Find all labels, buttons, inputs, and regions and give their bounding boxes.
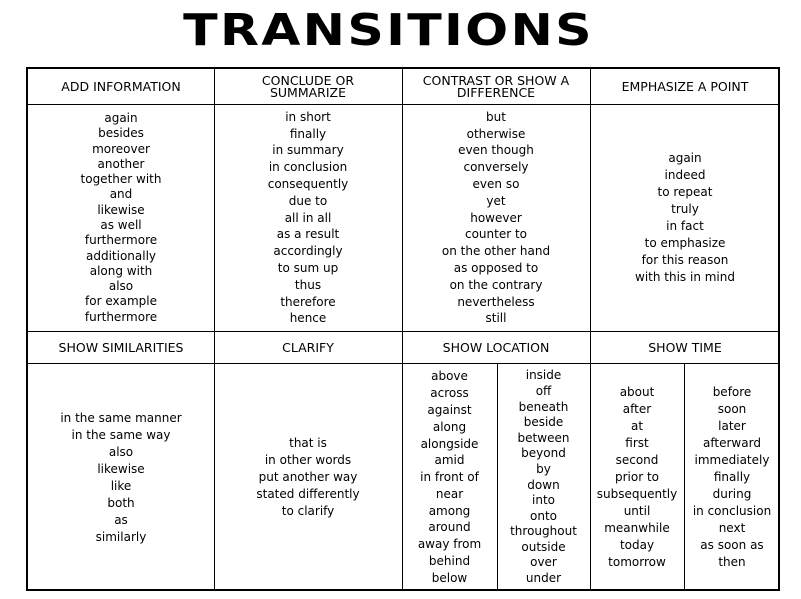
list-item: under <box>525 571 562 586</box>
list-item: however <box>470 210 522 225</box>
list-item: later <box>718 419 746 433</box>
list-item: then <box>718 555 746 569</box>
list-item: another <box>97 156 145 171</box>
list-item: together with <box>80 172 162 187</box>
list-item: stated differently <box>256 487 360 501</box>
list-item: as soon as <box>700 538 764 552</box>
list-item: down <box>527 477 560 492</box>
list-item: for example <box>85 294 157 309</box>
list-item: as opposed to <box>453 260 539 275</box>
list-item: subsequently <box>596 487 678 501</box>
list-item: at <box>630 419 644 433</box>
time-list-right <box>684 364 780 591</box>
list-item: moreover <box>92 141 150 156</box>
list-item: until <box>623 504 651 518</box>
location-list-left <box>402 364 497 591</box>
list-item: as <box>114 512 128 527</box>
list-item: beside <box>523 415 564 430</box>
list-item: behind <box>428 554 471 569</box>
list-item: off <box>535 383 552 398</box>
list-item: in conclusion <box>692 504 772 518</box>
list-item: between <box>517 430 570 445</box>
list-item: finally <box>713 470 751 484</box>
list-item: like <box>110 478 132 493</box>
list-item: to sum up <box>277 260 339 275</box>
list-item: indeed <box>664 168 706 182</box>
list-item: after <box>622 402 652 416</box>
list-item: tomorrow <box>608 555 666 569</box>
list-item: over <box>530 555 557 570</box>
list-item: furthermore <box>84 309 158 324</box>
list-item: into <box>532 493 555 508</box>
list-item: to emphasize <box>644 236 726 250</box>
list-item: still <box>485 311 507 326</box>
list-item: today <box>619 538 655 552</box>
list-item: both <box>107 495 135 510</box>
list-item: likewise <box>97 202 145 217</box>
list-item: away from <box>417 537 482 552</box>
list-item: first <box>625 436 649 450</box>
list-item: above <box>431 369 468 384</box>
location-list-right <box>497 364 590 591</box>
list-item: beyond <box>521 446 566 461</box>
list-item: in the same manner <box>60 410 182 425</box>
header-clarify: CLARIFY <box>282 339 334 355</box>
list-item: next <box>718 521 746 535</box>
list-item: beneath <box>518 399 569 414</box>
list-item: additionally <box>85 248 157 263</box>
list-item: similarly <box>95 529 147 544</box>
list-item: put another way <box>258 470 358 484</box>
list-item: also <box>108 444 134 459</box>
list-item: finally <box>289 126 327 141</box>
list-item: even so <box>472 177 520 191</box>
list-item: in summary <box>272 143 344 158</box>
list-item: about <box>619 385 655 399</box>
list-item: below <box>431 570 468 585</box>
contrast-list <box>402 105 590 331</box>
list-item: soon <box>717 402 747 416</box>
list-item: among <box>428 503 471 518</box>
list-item: in other words <box>264 453 352 467</box>
list-item: afterward <box>703 436 761 450</box>
list-item: along <box>432 419 467 434</box>
list-item: prior to <box>614 470 660 484</box>
list-item: second <box>615 453 659 467</box>
list-item: on the other hand <box>441 244 551 259</box>
list-item: also <box>108 279 134 294</box>
list-item: for this reason <box>641 253 729 267</box>
add-information-list <box>28 105 214 331</box>
list-item: likewise <box>97 461 145 476</box>
list-item: even though <box>458 143 534 158</box>
list-item: with this in mind <box>635 270 735 284</box>
list-item: on the contrary <box>449 277 543 292</box>
list-item: inside <box>525 368 562 383</box>
list-item: throughout <box>510 524 577 539</box>
list-item: in the same way <box>71 427 171 442</box>
list-item: counter to <box>464 227 528 242</box>
list-item: nevertheless <box>457 294 535 309</box>
list-item: to clarify <box>281 504 335 518</box>
list-item: during <box>712 487 752 501</box>
header-add-information: ADD INFORMATION <box>61 78 181 94</box>
list-item: outside <box>521 539 566 554</box>
list-item: immediately <box>694 453 770 467</box>
list-item: yet <box>486 193 506 208</box>
list-item: again <box>104 110 138 125</box>
list-item: across <box>430 386 469 401</box>
emphasize-list <box>590 105 780 331</box>
list-item: furthermore <box>84 233 158 248</box>
list-item: accordingly <box>273 244 343 259</box>
transitions-table <box>26 67 780 591</box>
list-item: before <box>712 385 752 399</box>
list-item: but <box>486 109 506 124</box>
list-item: truly <box>671 202 699 216</box>
list-item: in front of <box>420 470 479 485</box>
list-item: that is <box>289 436 327 450</box>
list-item: consequently <box>267 177 349 191</box>
header-time: SHOW TIME <box>648 339 722 355</box>
header-contrast: CONTRAST OR SHOW A DIFFERENCE <box>422 72 570 100</box>
list-item: onto <box>530 508 557 523</box>
list-item: to repeat <box>657 185 713 199</box>
page-title: TRANSITIONS <box>183 5 594 56</box>
list-item: in conclusion <box>268 160 348 175</box>
list-item: alongside <box>420 436 479 451</box>
list-item: by <box>536 461 551 476</box>
list-item: in fact <box>666 219 704 233</box>
time-list-left <box>590 364 684 591</box>
list-item: as a result <box>276 227 340 242</box>
list-item: otherwise <box>466 126 526 141</box>
list-item: around <box>428 520 471 535</box>
list-item: amid <box>434 453 465 468</box>
list-item: as well <box>100 218 142 232</box>
list-item: near <box>435 486 464 501</box>
list-item: therefore <box>280 294 336 309</box>
header-conclude: CONCLUDE OR SUMMARIZE <box>261 72 355 100</box>
list-item: and <box>109 187 133 202</box>
list-item: hence <box>289 311 327 326</box>
list-item: along with <box>89 263 153 278</box>
header-similarities: SHOW SIMILARITIES <box>58 339 184 355</box>
similarities-list <box>28 364 214 591</box>
list-item: besides <box>98 126 144 141</box>
conclude-list <box>214 105 402 331</box>
list-item: due to <box>288 193 328 208</box>
list-item: in short <box>285 109 331 124</box>
header-location: SHOW LOCATION <box>442 339 550 355</box>
list-item: all in all <box>284 210 332 225</box>
list-item: against <box>427 402 472 417</box>
list-item: again <box>668 151 702 165</box>
list-item: conversely <box>463 160 529 175</box>
list-item: meanwhile <box>604 521 670 535</box>
header-emphasize: EMPHASIZE A POINT <box>621 78 749 94</box>
clarify-list <box>214 364 402 591</box>
list-item: thus <box>294 277 322 292</box>
